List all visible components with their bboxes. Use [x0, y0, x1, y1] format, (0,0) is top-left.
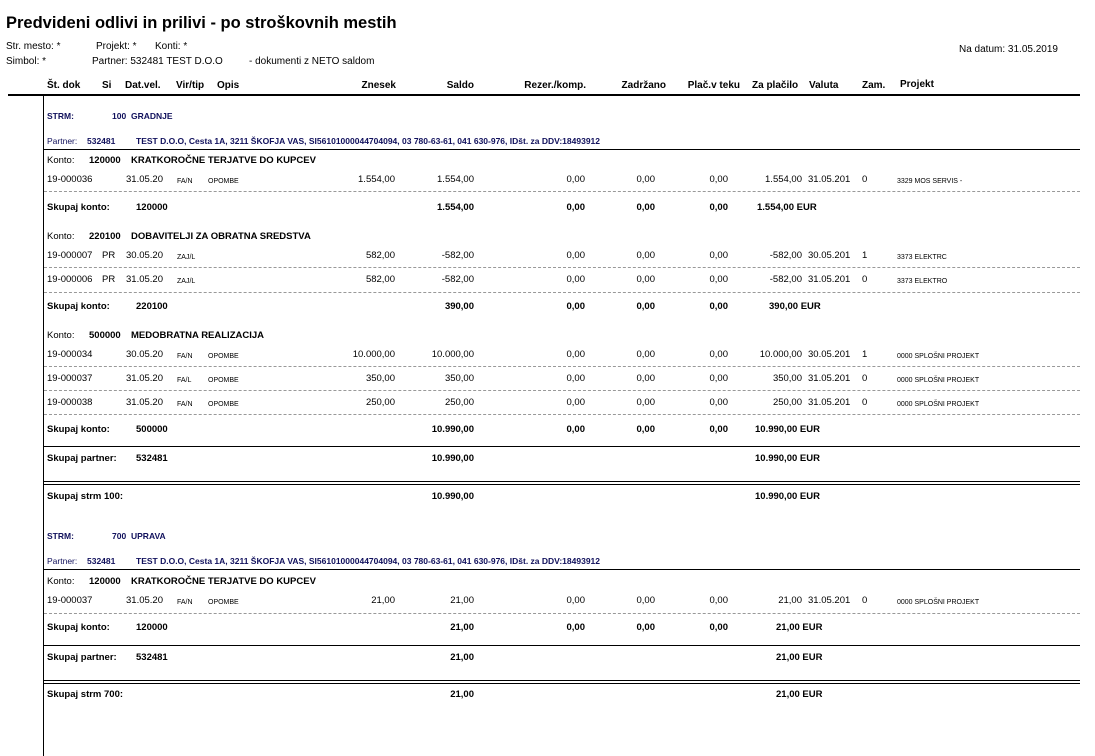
cell-proj: 3329 MOS SERVIS -: [897, 178, 963, 185]
strm-label: STRM:: [47, 531, 74, 541]
sum-code: 532481: [136, 453, 168, 464]
cell-proj: 0000 SPLOŠNI PROJEKT: [897, 401, 980, 408]
cell-zapl: 21,00: [778, 595, 802, 606]
cell-zapl: 250,00: [772, 397, 802, 408]
sum-zapl: 21,00 EUR: [776, 652, 823, 663]
cell-dok: 19-000007: [47, 250, 93, 261]
cell-valuta: 30.05.201: [808, 250, 851, 261]
sum-label: Skupaj konto:: [47, 622, 110, 633]
col-placvteku: Plač.v teku: [687, 80, 740, 91]
row-divider: [44, 191, 1080, 192]
partner-info: TEST D.O.O, Cesta 1A, 3211 ŠKOFJA VAS, SI56101000044704094, 03 780-63-61, 041 630-976, IDšt. za DDV:18493912: [136, 136, 601, 146]
row-divider: [44, 366, 1080, 367]
col-rezer: Rezer./komp.: [524, 80, 586, 91]
cell-znesek: 21,00: [371, 595, 395, 606]
report-date: Na datum: 31.05.2019: [959, 44, 1058, 55]
cell-dat: 31.05.20: [126, 274, 163, 285]
sum-code: 220100: [136, 301, 168, 312]
cell-zam: 1: [862, 250, 868, 261]
sum-label: Skupaj strm 700:: [47, 689, 124, 700]
cell-saldo: -582,00: [441, 274, 474, 285]
cell-znesek: 250,00: [365, 397, 395, 408]
sum-zapl: 10.990,00 EUR: [755, 453, 820, 464]
konto-code: 220100: [89, 231, 121, 242]
cell-zam: 0: [862, 174, 868, 185]
cell-znesek: 350,00: [365, 373, 395, 384]
cell-dat: 31.05.20: [126, 595, 163, 606]
row-divider: [44, 292, 1080, 293]
cell-valuta: 30.05.201: [808, 349, 851, 360]
separator: [44, 645, 1080, 646]
cell-vir: ZAJ/L: [177, 254, 196, 261]
header-rule: [8, 94, 1080, 96]
cell-dok: 19-000037: [47, 595, 93, 606]
cell-rezer: 0,00: [566, 174, 585, 185]
sum-saldo: 1.554,00: [437, 202, 474, 213]
sum-zapl: 10.990,00 EUR: [755, 424, 820, 435]
cell-si: PR: [102, 250, 116, 261]
cell-plac: 0,00: [709, 250, 728, 261]
cell-zam: 0: [862, 274, 868, 285]
cell-plac: 0,00: [709, 274, 728, 285]
sum-rezer: 0,00: [566, 622, 585, 633]
cell-saldo: 1.554,00: [437, 174, 474, 185]
cell-dok: 19-000034: [47, 349, 93, 360]
row-divider: [44, 613, 1080, 614]
cell-si: PR: [102, 274, 116, 285]
cell-zapl: -582,00: [769, 250, 802, 261]
sum-label: Skupaj konto:: [47, 202, 110, 213]
sum-zapl: 21,00 EUR: [776, 689, 823, 700]
sum-code: 120000: [136, 622, 168, 633]
cell-vir: FA/N: [177, 401, 193, 408]
col-projekt: Projekt: [900, 79, 934, 90]
cell-saldo: 350,00: [444, 373, 474, 384]
separator: [44, 569, 1080, 570]
sum-saldo: 10.990,00: [431, 453, 474, 464]
row-divider: [44, 267, 1080, 268]
konto-name: DOBAVITELJI ZA OBRATNA SREDSTVA: [131, 231, 311, 242]
filter-partner: Partner: 532481 TEST D.O.O: [92, 56, 223, 67]
col-zam: Zam.: [862, 80, 886, 91]
sum-rezer: 0,00: [566, 202, 585, 213]
konto-label: Konto:: [47, 231, 75, 242]
cell-znesek: 1.554,00: [358, 174, 395, 185]
sum-saldo: 21,00: [450, 622, 474, 633]
col-znesek: Znesek: [361, 80, 396, 91]
cell-proj: 0000 SPLOŠNI PROJEKT: [897, 599, 980, 606]
sum-saldo: 390,00: [444, 301, 474, 312]
col-virtip: Vir/tip: [176, 80, 205, 91]
filter-konti: Konti: *: [155, 41, 188, 52]
cell-rezer: 0,00: [566, 595, 585, 606]
cell-proj: 3373 ELEKTRO: [897, 278, 948, 285]
cell-rezer: 0,00: [566, 397, 585, 408]
separator: [44, 149, 1080, 150]
sum-plac: 0,00: [709, 301, 728, 312]
cell-saldo: -582,00: [441, 250, 474, 261]
sum-label: Skupaj partner:: [47, 453, 117, 464]
double-separator: [44, 680, 1080, 684]
cell-valuta: 31.05.201: [808, 373, 851, 384]
cell-zapl: 350,00: [772, 373, 802, 384]
separator: [44, 446, 1080, 447]
sum-label: Skupaj partner:: [47, 652, 117, 663]
strm-label: STRM:: [47, 111, 74, 121]
sum-zadr: 0,00: [636, 424, 655, 435]
col-datvel: Dat.vel.: [125, 80, 161, 91]
sum-rezer: 0,00: [566, 301, 585, 312]
cell-dat: 31.05.20: [126, 373, 163, 384]
sum-label: Skupaj strm 100:: [47, 491, 124, 502]
col-zaplacilo: Za plačilo: [752, 80, 799, 91]
konto-name: KRATKOROČNE TERJATVE DO KUPCEV: [131, 576, 316, 587]
konto-code: 500000: [89, 330, 121, 341]
konto-name: KRATKOROČNE TERJATVE DO KUPCEV: [131, 155, 316, 166]
konto-code: 120000: [89, 155, 121, 166]
sum-saldo: 10.990,00: [431, 424, 474, 435]
cell-vir: FA/N: [177, 353, 193, 360]
konto-label: Konto:: [47, 330, 75, 341]
cell-zam: 0: [862, 397, 868, 408]
double-separator: [44, 481, 1080, 485]
cell-zapl: 1.554,00: [765, 174, 802, 185]
strm-name: UPRAVA: [131, 531, 166, 541]
sum-zapl: 1.554,00 EUR: [757, 202, 817, 213]
col-si: Si: [102, 80, 112, 91]
cell-opis: OPOMBE: [208, 401, 239, 408]
cell-saldo: 10.000,00: [431, 349, 474, 360]
cell-zadr: 0,00: [636, 595, 655, 606]
partner-code: 532481: [87, 556, 116, 566]
col-zadrzano: Zadržano: [621, 80, 666, 91]
partner-code: 532481: [87, 136, 116, 146]
filter-projekt: Projekt: *: [96, 41, 137, 52]
cell-opis: OPOMBE: [208, 599, 239, 606]
konto-label: Konto:: [47, 576, 75, 587]
sum-code: 500000: [136, 424, 168, 435]
cell-znesek: 582,00: [365, 250, 395, 261]
cell-zadr: 0,00: [636, 349, 655, 360]
sum-code: 120000: [136, 202, 168, 213]
cell-rezer: 0,00: [566, 373, 585, 384]
row-divider: [44, 390, 1080, 391]
cell-saldo: 250,00: [444, 397, 474, 408]
cell-valuta: 31.05.201: [808, 595, 851, 606]
cell-valuta: 31.05.201: [808, 274, 851, 285]
cell-vir: FA/N: [177, 599, 193, 606]
sum-zapl: 390,00 EUR: [769, 301, 821, 312]
cell-vir: FA/L: [177, 377, 192, 384]
cell-valuta: 31.05.201: [808, 174, 851, 185]
sum-zadr: 0,00: [636, 301, 655, 312]
row-divider: [44, 414, 1080, 415]
report-title: Predvideni odlivi in prilivi - po stroškovnih mestih: [6, 14, 397, 32]
cell-opis: OPOMBE: [208, 353, 239, 360]
sum-zapl: 21,00 EUR: [776, 622, 823, 633]
cell-rezer: 0,00: [566, 349, 585, 360]
cell-plac: 0,00: [709, 373, 728, 384]
cell-dok: 19-000006: [47, 274, 93, 285]
konto-name: MEDOBRATNA REALIZACIJA: [131, 330, 264, 341]
col-valuta: Valuta: [809, 80, 839, 91]
cell-saldo: 21,00: [450, 595, 474, 606]
cell-dat: 30.05.20: [126, 349, 163, 360]
filter-dokumenti: - dokumenti z NETO saldom: [249, 56, 375, 67]
cell-valuta: 31.05.201: [808, 397, 851, 408]
cell-opis: OPOMBE: [208, 178, 239, 185]
cell-vir: FA/N: [177, 178, 193, 185]
sum-label: Skupaj konto:: [47, 424, 110, 435]
cell-plac: 0,00: [709, 349, 728, 360]
cell-dat: 31.05.20: [126, 174, 163, 185]
cell-dok: 19-000038: [47, 397, 93, 408]
cell-zadr: 0,00: [636, 250, 655, 261]
cell-dat: 31.05.20: [126, 397, 163, 408]
konto-code: 120000: [89, 576, 121, 587]
filter-simbol: Simbol: *: [6, 56, 47, 67]
cell-zadr: 0,00: [636, 174, 655, 185]
sum-zadr: 0,00: [636, 202, 655, 213]
cell-znesek: 10.000,00: [352, 349, 395, 360]
sum-code: 532481: [136, 652, 168, 663]
cell-dok: 19-000036: [47, 174, 93, 185]
cell-proj: 0000 SPLOŠNI PROJEKT: [897, 377, 980, 384]
sum-zapl: 10.990,00 EUR: [755, 491, 820, 502]
cell-vir: ZAJ/L: [177, 278, 196, 285]
sum-zadr: 0,00: [636, 622, 655, 633]
partner-label: Partner:: [47, 136, 78, 146]
cell-proj: 0000 SPLOŠNI PROJEKT: [897, 353, 980, 360]
col-st-dok: Št. dok: [47, 80, 81, 91]
cell-proj: 3373 ELEKTRC: [897, 254, 947, 261]
sum-rezer: 0,00: [566, 424, 585, 435]
sum-saldo: 21,00: [450, 652, 474, 663]
sum-saldo: 10.990,00: [431, 491, 474, 502]
cell-zam: 0: [862, 595, 868, 606]
cell-zadr: 0,00: [636, 373, 655, 384]
sum-plac: 0,00: [709, 622, 728, 633]
cell-dok: 19-000037: [47, 373, 93, 384]
cell-rezer: 0,00: [566, 274, 585, 285]
sum-plac: 0,00: [709, 424, 728, 435]
cell-zam: 0: [862, 373, 868, 384]
cell-opis: OPOMBE: [208, 377, 239, 384]
sum-label: Skupaj konto:: [47, 301, 110, 312]
konto-label: Konto:: [47, 155, 75, 166]
cell-zapl: -582,00: [769, 274, 802, 285]
strm-code: 100: [112, 111, 127, 121]
cell-plac: 0,00: [709, 595, 728, 606]
cell-dat: 30.05.20: [126, 250, 163, 261]
cell-zadr: 0,00: [636, 397, 655, 408]
sum-plac: 0,00: [709, 202, 728, 213]
left-margin-line: [43, 96, 44, 756]
strm-code: 700: [112, 531, 127, 541]
filter-str-mesto: Str. mesto: *: [6, 41, 61, 52]
partner-label: Partner:: [47, 556, 78, 566]
cell-zapl: 10.000,00: [759, 349, 802, 360]
cell-plac: 0,00: [709, 174, 728, 185]
cell-plac: 0,00: [709, 397, 728, 408]
cell-zadr: 0,00: [636, 274, 655, 285]
sum-saldo: 21,00: [450, 689, 474, 700]
partner-info: TEST D.O.O, Cesta 1A, 3211 ŠKOFJA VAS, SI56101000044704094, 03 780-63-61, 041 630-976, IDšt. za DDV:18493912: [136, 556, 601, 566]
cell-rezer: 0,00: [566, 250, 585, 261]
col-saldo: Saldo: [446, 80, 474, 91]
cell-znesek: 582,00: [365, 274, 395, 285]
strm-name: GRADNJE: [131, 111, 173, 121]
col-opis: Opis: [217, 80, 240, 91]
cell-zam: 1: [862, 349, 868, 360]
